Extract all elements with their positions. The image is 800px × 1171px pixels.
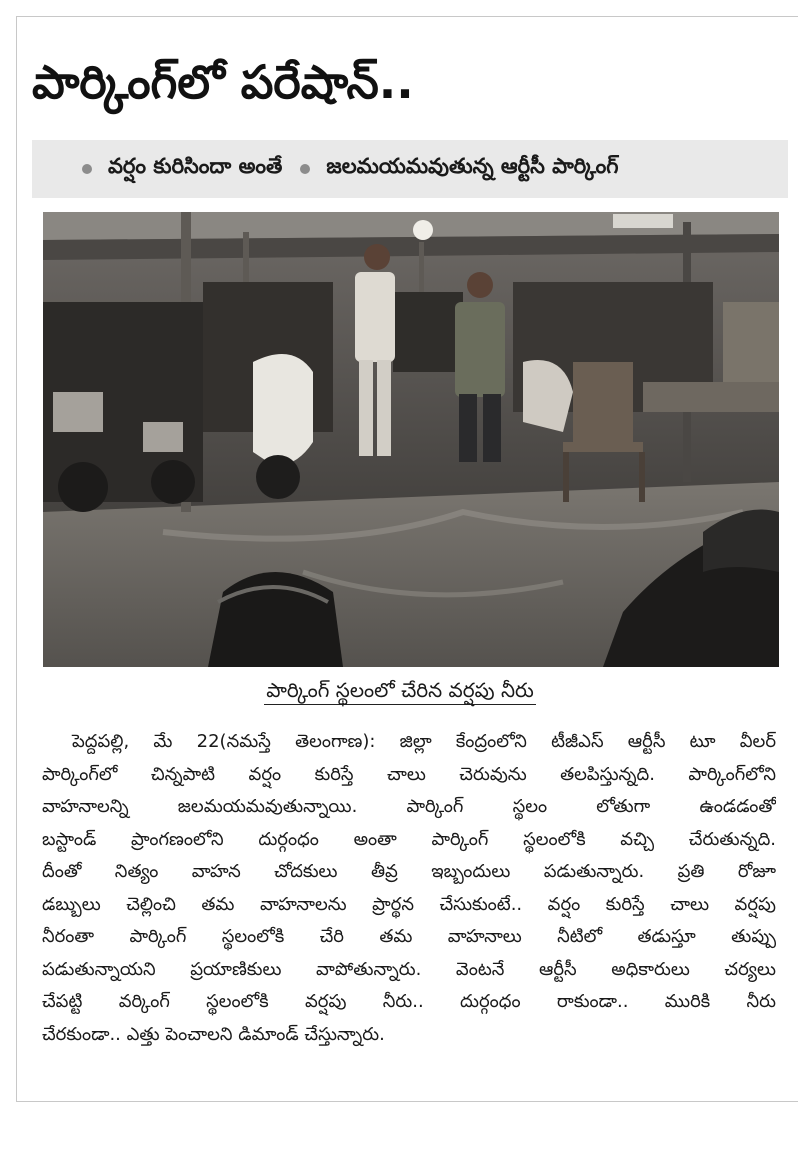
kicker-bar [32, 140, 788, 198]
news-photo [43, 212, 779, 667]
bullet-icon [82, 164, 92, 174]
headline: పార్కింగ్‌లో పరేషాన్.. [32, 55, 414, 109]
bullet-icon [300, 164, 310, 174]
caption-text: పార్కింగ్ స్థలంలో చేరిన వర్షపు నీరు [264, 678, 536, 705]
body-line: చేపట్టి వర్కింగ్ స్థలంలోకి వర్షపు నీరు.. దుర్గంధం రాకుండా.. మురికి నీరు [42, 991, 776, 1012]
article-body [42, 726, 776, 1051]
body-line: పార్కింగ్‌లో చిన్నపాటి వర్షం కురిస్తే చాలు చెరువును తలపిస్తున్నది. పార్కింగ్‌లోని [42, 763, 776, 785]
kicker-item [300, 154, 618, 184]
kicker-item [82, 154, 282, 184]
body-line: చేరకుండా.. ఎత్తు పెంచాలని డిమాండ్ చేస్తున్నారు. [42, 1023, 385, 1045]
body-line: దీంతో నిత్యం వాహన చోదకులు తీవ్ర ఇబ్బందులు పడుతున్నారు. ప్రతి రోజూ [42, 861, 776, 882]
body-line: వాహనాలన్ని జలమయమవుతున్నాయి. పార్కింగ్ స్థలం లోతుగా ఉండడంతో [42, 796, 776, 817]
kicker-text: వర్షం కురిసిందా అంతే [108, 154, 283, 178]
body-line: డబ్బులు చెల్లించి తమ వాహనాలను ప్రార్థన చేసుకుంటే.. వర్షం కురిస్తే చాలు వర్షపు [42, 893, 776, 915]
body-line: బస్టాండ్ ప్రాంగణంలోని దుర్గంధం అంతా పార్కింగ్ స్థలంలోకి వచ్చి చేరుతున్నది. [42, 828, 776, 850]
body-line: పడుతున్నాయని ప్రయాణికులు వాపోతున్నారు. వెంటనే ఆర్టీసీ అధికారులు చర్యలు [42, 958, 776, 980]
body-line: పెద్దపల్లి, మే 22(నమస్తే తెలంగాణ): జిల్లా కేంద్రంలోని టీజీఎస్ ఆర్టీసీ టూ వీలర్ [72, 731, 776, 752]
photo-caption [0, 676, 800, 704]
kicker-text: జలమయమవుతున్న ఆర్టీసీ పార్కింగ్ [326, 154, 619, 178]
photo-icon [43, 212, 779, 667]
body-line: నీరంతా పార్కింగ్ స్థలంలోకి చేరి తమ వాహనాలు నీటిలో తడుస్తూ తుప్పు [42, 926, 776, 947]
